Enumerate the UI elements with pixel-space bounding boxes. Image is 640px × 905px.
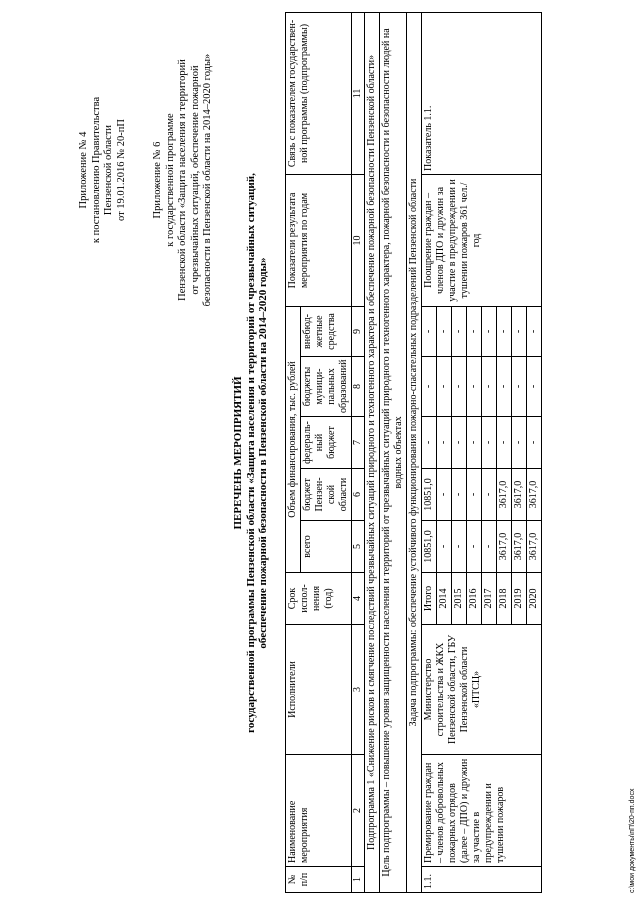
row-total: - bbox=[452, 521, 467, 573]
subprogram-row bbox=[365, 12, 380, 892]
header-num: № п/п bbox=[286, 867, 352, 893]
column-number: 2 bbox=[352, 755, 365, 867]
column-number: 7 bbox=[352, 417, 365, 469]
appendix-4-line: от 19.01.2016 № 20-пП bbox=[115, 118, 127, 222]
row-federal: - bbox=[527, 417, 542, 469]
row-offbudget: - bbox=[527, 306, 542, 356]
row-regional: 3617,0 bbox=[497, 469, 512, 521]
appendix-4-line: Приложение № 4 bbox=[78, 131, 89, 209]
row-total: - bbox=[482, 521, 497, 573]
appendix-6-line: Пензенской области «Защита населения и территорий bbox=[177, 59, 188, 301]
row-municipal: - bbox=[482, 357, 497, 417]
row-total: 3617,0 bbox=[527, 521, 542, 573]
header-term: Срок испол-нения (год) bbox=[286, 573, 352, 625]
title-line: государственной программы Пензенской области «Защита населения и территорий от чрезвычайных ситуаций, bbox=[244, 173, 257, 733]
measures-table bbox=[285, 12, 542, 893]
header-name: Наименование мероприятия bbox=[286, 755, 352, 867]
row-term: 2015 bbox=[452, 573, 467, 625]
header-executors: Исполнители bbox=[286, 625, 352, 755]
title-line: обеспечение пожарной безопасности в Пензенской области на 2014–2020 годы» bbox=[257, 257, 269, 649]
header-offbudget: внебюд-жетные средства bbox=[301, 306, 352, 356]
header-funding: Объем финансирования, тыс. рублей bbox=[286, 306, 301, 572]
column-number: 8 bbox=[352, 357, 365, 417]
subprogram-goal: Цель подпрограммы – повышение уровня защищенности населения и территорий от чрезвычайных ситуаций природного и техногенного характера, пожарной безопасности и безопасности людей на водных объектах bbox=[380, 12, 407, 892]
row-federal: - bbox=[482, 417, 497, 469]
appendix-4-line: Пензенской области bbox=[103, 124, 114, 216]
row-regional: 3617,0 bbox=[512, 469, 527, 521]
row-offbudget: - bbox=[467, 306, 482, 356]
row-term: Итого bbox=[422, 573, 437, 625]
row-term: 2014 bbox=[437, 573, 452, 625]
row-municipal: - bbox=[437, 357, 452, 417]
task-row bbox=[407, 12, 422, 892]
row-regional: - bbox=[452, 469, 467, 521]
appendix-6-line: безопасности в Пензенской области на 2014–2020 годы» bbox=[202, 53, 213, 307]
row-total: 3617,0 bbox=[512, 521, 527, 573]
row-term: 2018 bbox=[497, 573, 512, 625]
header-indicators: Показатели результата мероприятия по годам bbox=[286, 174, 352, 306]
column-number-row bbox=[352, 12, 365, 892]
subprogram-title: Подпрограмма 1 «Снижение рисков и смягчение последствий чрезвычайных ситуаций природного и техногенного характера и обеспечение пожарной безопасности Пензенской области» bbox=[365, 12, 380, 892]
table-header-row bbox=[286, 12, 301, 892]
footer-file-path: c:\мои документы\пП\20-пп.docx bbox=[629, 788, 636, 893]
column-number: 3 bbox=[352, 625, 365, 755]
column-number: 11 bbox=[352, 12, 365, 174]
appendix-6-block bbox=[152, 15, 215, 345]
row-municipal: - bbox=[452, 357, 467, 417]
header-total: всего bbox=[301, 521, 352, 573]
row-offbudget: - bbox=[422, 306, 437, 356]
row-federal: - bbox=[467, 417, 482, 469]
item-name: Премирование граждан – членов добровольных пожарных отрядов (далее – ДПО) и дружин за участие в предупреждении и тушении пожаров bbox=[422, 755, 542, 867]
row-total: - bbox=[437, 521, 452, 573]
row-offbudget: - bbox=[497, 306, 512, 356]
item-executor: Министерство строительства и ЖКХ Пензенской области, ГБУ Пензенской области «ПТСЦ» bbox=[422, 625, 542, 755]
item-link: Показатель 1.1. bbox=[422, 12, 542, 174]
row-federal: - bbox=[422, 417, 437, 469]
row-term: 2020 bbox=[527, 573, 542, 625]
row-offbudget: - bbox=[482, 306, 497, 356]
appendix-6-line: Приложение № 6 bbox=[152, 141, 163, 219]
appendix-4-line: к постановлению Правительства bbox=[90, 96, 102, 244]
item-indicator: Поощрение граждан – членов ДПО и дружин за участие в предупреждении и тушении пожаров 361 чел./год bbox=[422, 174, 542, 306]
row-federal: - bbox=[497, 417, 512, 469]
appendix-4-block bbox=[78, 35, 128, 305]
header-federal: федераль-ный бюджет bbox=[301, 417, 352, 469]
table-row bbox=[422, 12, 437, 892]
row-total: 10851,0 bbox=[422, 521, 437, 573]
title-heading: ПЕРЕЧЕНЬ МЕРОПРИЯТИЙ bbox=[232, 376, 244, 530]
row-offbudget: - bbox=[437, 306, 452, 356]
row-total: 3617,0 bbox=[497, 521, 512, 573]
header-regional: бюджет Пензен-ской области bbox=[301, 469, 352, 521]
row-regional: - bbox=[482, 469, 497, 521]
row-municipal: - bbox=[512, 357, 527, 417]
row-municipal: - bbox=[527, 357, 542, 417]
column-number: 6 bbox=[352, 469, 365, 521]
document-title bbox=[232, 13, 270, 893]
row-term: 2019 bbox=[512, 573, 527, 625]
row-federal: - bbox=[452, 417, 467, 469]
column-number: 10 bbox=[352, 174, 365, 306]
row-federal: - bbox=[437, 417, 452, 469]
appendix-6-line: к государственной программе bbox=[164, 113, 176, 247]
row-regional: - bbox=[467, 469, 482, 521]
row-municipal: - bbox=[467, 357, 482, 417]
column-number: 1 bbox=[352, 867, 365, 893]
header-municipal: бюджеты муници-пальных образований bbox=[301, 357, 352, 417]
row-regional: 3617,0 bbox=[527, 469, 542, 521]
appendix-6-line: от чрезвычайных ситуаций, обеспечение пожарной bbox=[189, 65, 201, 295]
column-number: 4 bbox=[352, 573, 365, 625]
row-regional: - bbox=[437, 469, 452, 521]
row-offbudget: - bbox=[512, 306, 527, 356]
column-number: 5 bbox=[352, 521, 365, 573]
row-offbudget: - bbox=[452, 306, 467, 356]
row-municipal: - bbox=[422, 357, 437, 417]
subprogram-task: Задача подпрограммы: обеспечение устойчивого функционирования пожарно-спасательных подразделений Пензенской области bbox=[407, 12, 422, 892]
header-link: Связь с показателем государствен-ной программы (подпрограммы) bbox=[286, 12, 352, 174]
column-number: 9 bbox=[352, 306, 365, 356]
goal-row bbox=[380, 12, 407, 892]
row-term: 2016 bbox=[467, 573, 482, 625]
row-federal: - bbox=[512, 417, 527, 469]
row-total: - bbox=[467, 521, 482, 573]
row-municipal: - bbox=[497, 357, 512, 417]
item-number: 1.1. bbox=[422, 867, 542, 893]
row-term: 2017 bbox=[482, 573, 497, 625]
row-regional: 10851,0 bbox=[422, 469, 437, 521]
